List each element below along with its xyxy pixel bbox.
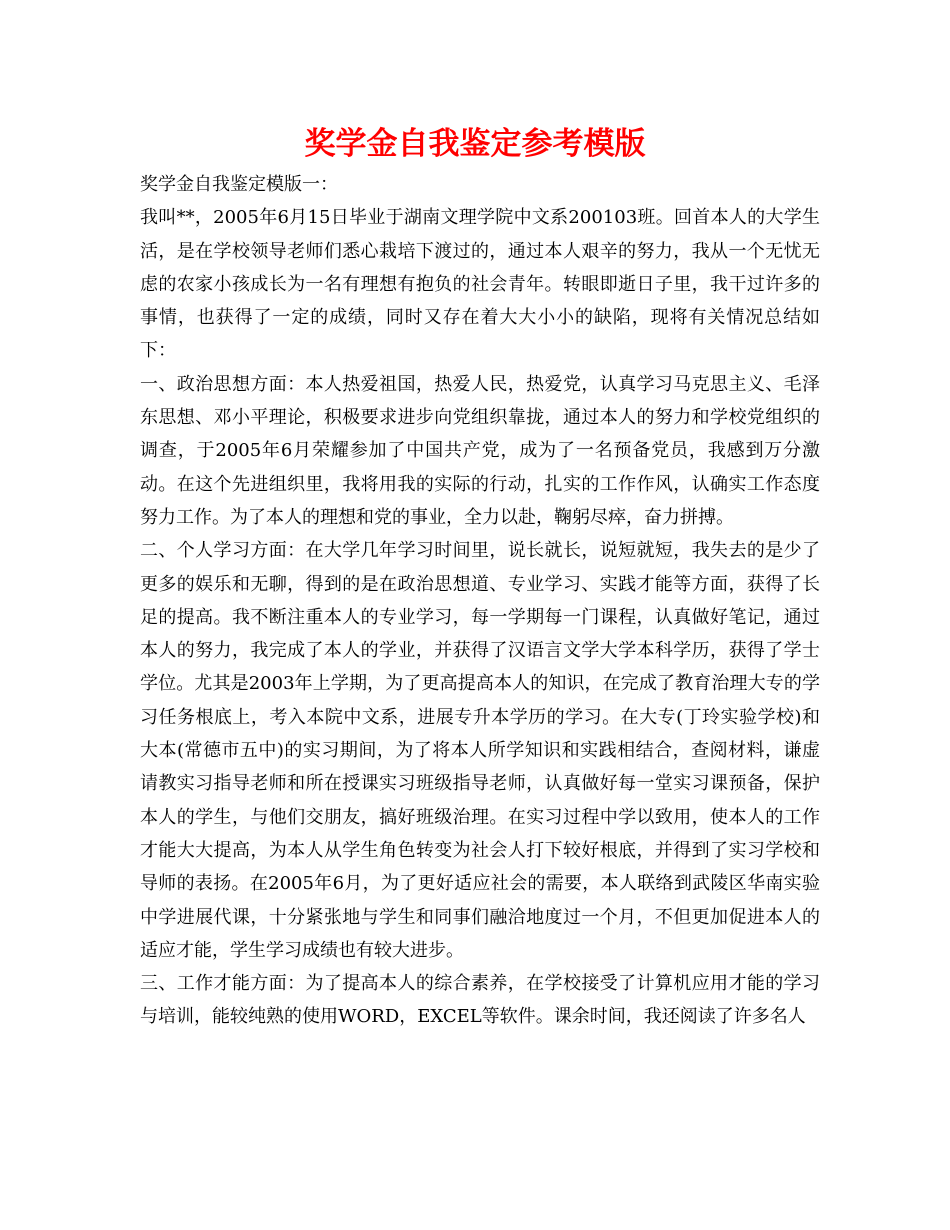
study-paragraph: 二、个人学习方面：在大学几年学习时间里，说长就长，说短就短，我失去的是少了更多的娱乐和无聊，得到的是在政治思想道、专业学习、实践才能等方面，获得了长足的提高。我不断注重本人的专业学习，每一学期每一门课程，认真做好笔记，通过本人的努力，我完成了本人的学业，并获得了汉语言文学大学本科学历，获得了学士学位。尤其是2003年上学期，为了更高提高本人的知识，在完成了教育治理大专的学习任务根底上，考入本院中文系，进展专升本学历的学习。在大专(丁玲实验学校)和大本(常德市五中)的实习期间，为了将本人所学知识和实践相结合，查阅材料，谦虚请教实习指导老师和所在授课实习班级指导老师，认真做好每一堂实习课预备，保护本人的学生，与他们交朋友，搞好班级治理。在实习过程中学以致用，使本人的工作才能大大提高，为本人从学生角色转变为社会人打下较好根底，并得到了实习学校和导师的表扬。在2005年6月，为了更好适应社会的需要，本人联络到武陵区华南实验中学进展代课，十分紧张地与学生和同事们融洽地度过一个月，不但更加促进本人的适应才能，学生学习成绩也有较大进步。 bbox=[140, 540, 820, 961]
work-ability-paragraph: 三、工作才能方面：为了提高本人的综合素养，在学校接受了计算机应用才能的学习与培训，能较纯熟的使用WORD，EXCEL等软件。课余时间，我还阅读了许多名人 bbox=[140, 973, 820, 1028]
politics-paragraph: 一、政治思想方面：本人热爱祖国，热爱人民，热爱党，认真学习马克思主义、毛泽东思想、邓小平理论，积极要求进步向党组织靠拢，通过本人的努力和学校党组织的调查，于2005年6月荣耀参加了中国共产党，成为了一名预备党员，我感到万分激动。在这个先进组织里，我将用我的实际的行动，扎实的工作作风，认确实工作态度努力工作。为了本人的理想和党的事业，全力以赴，鞠躬尽瘁，奋力拼搏。 bbox=[140, 373, 820, 528]
document-body bbox=[140, 168, 820, 1034]
intro-paragraph: 我叫**，2005年6月15日毕业于湖南文理学院中文系200103班。回首本人的大学生活，是在学校领导老师们悉心栽培下渡过的，通过本人艰辛的努力，我从一个无忧无虑的农家小孩成长为一名有理想有抱负的社会青年。转眼即逝日子里，我干过许多的事情，也获得了一定的成绩，同时又存在着大大小小的缺陷，现将有关情况总结如下： bbox=[140, 207, 820, 362]
subtitle-paragraph: 奖学金自我鉴定模版一： bbox=[140, 174, 338, 195]
document-title: 奖学金自我鉴定参考模版 bbox=[304, 126, 646, 162]
